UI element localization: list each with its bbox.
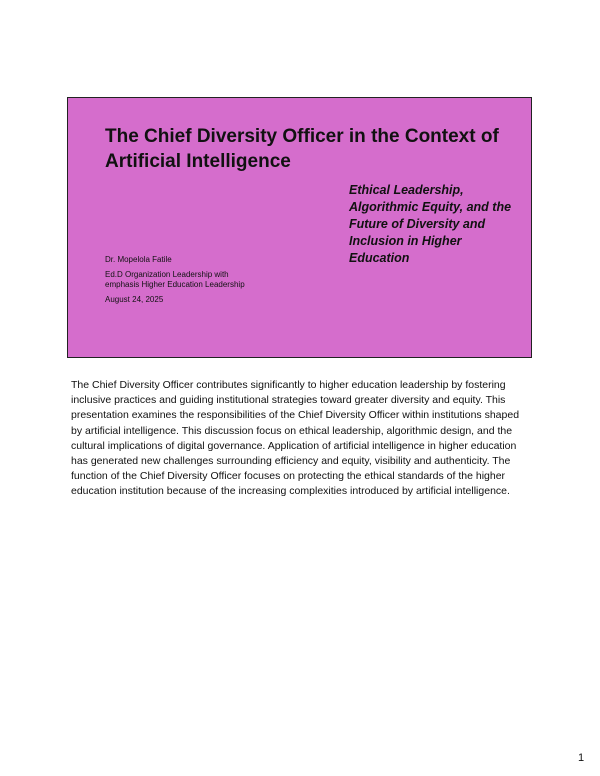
author-block [105, 255, 265, 305]
presentation-date: August 24, 2025 [105, 295, 164, 304]
page-number: 1 [578, 752, 585, 764]
speaker-notes: The Chief Diversity Officer contributes significantly to higher education leadership by fostering inclusive practices and guiding institutional strategies toward greater diversity and equity. This presentation examines the responsibilities of the Chief Diversity Officer within institutions shaped by artificial intelligence. This discussion focus on ethical leadership, algorithmic design, and the cultural implications of digital governance. Application of artificial intelligence in higher education has generated new challenges surrounding efficiency and equity, visibility and authenticity. The function of the Chief Diversity Officer focuses on protecting the ethical standards of the higher education institution because of the increasing complexities introduced by artificial intelligence. [71, 379, 520, 498]
author-name: Dr. Mopelola Fatile [105, 255, 172, 264]
author-credential: Ed.D Organization Leadership with emphasis Higher Education Leadership [105, 270, 245, 289]
slide-subtitle: Ethical Leadership, Algorithmic Equity, and the Future of Diversity and Inclusion in Higher Education [349, 183, 512, 265]
slide-title: The Chief Diversity Officer in the Context of Artificial Intelligence [105, 126, 499, 172]
slide-thumbnail [67, 97, 532, 358]
